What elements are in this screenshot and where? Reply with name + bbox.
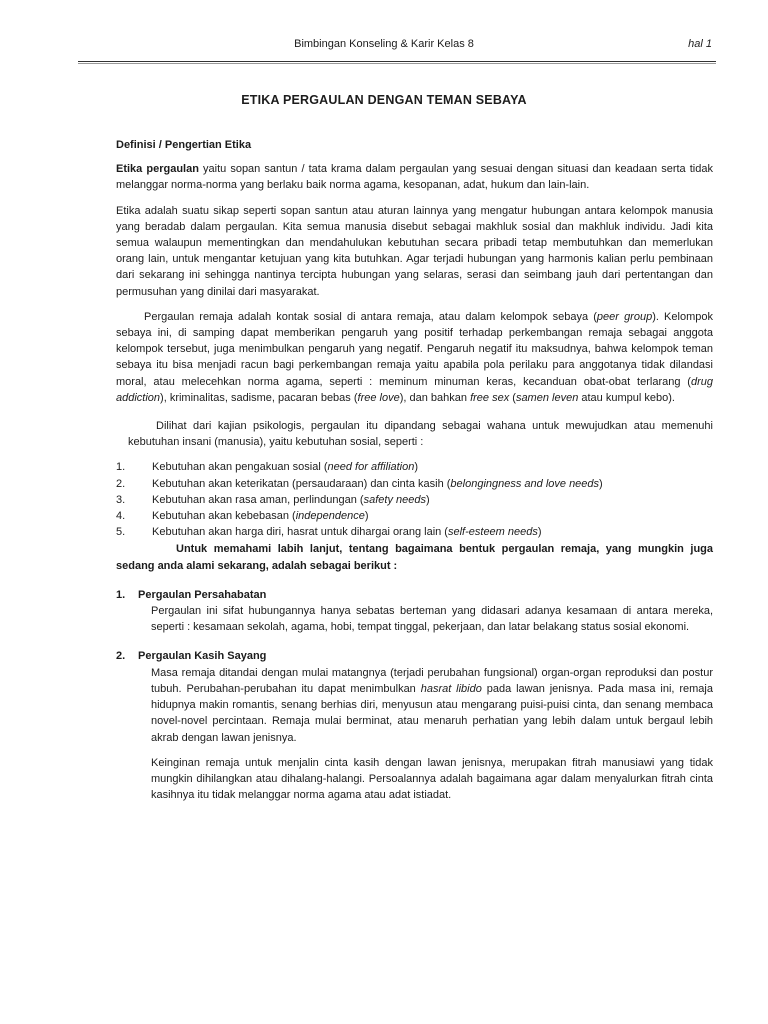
text-run: ( xyxy=(509,391,516,404)
list-term: safety needs xyxy=(363,493,426,506)
needs-intro: Dilihat dari kajian psikologis, pergaulan itu dipandang sebagai wahana untuk mewujudkan atau memenuhi kebutuhan insani (manusia), yaitu kebutuhan sosial, seperti : xyxy=(128,420,713,449)
header-title: Bimbingan Konseling & Karir Kelas 8 xyxy=(294,38,474,50)
definition-term: Etika pergaulan xyxy=(116,163,199,176)
list-item xyxy=(116,492,713,508)
text-run: atau kumpul kebo). xyxy=(578,391,675,404)
page-header xyxy=(0,37,768,53)
list-number: 2. xyxy=(116,477,126,490)
definition-heading: Definisi / Pengertian Etika xyxy=(116,139,252,151)
list-number: 1. xyxy=(116,461,126,474)
ethics-paragraph: Etika adalah suatu sikap seperti sopan santun atau aturan lainnya yang mengatur hubungan antara kelompok manusia yang beradab dalam pergaulan. Kita semua manusia disebut sebagai makhluk sosial dan makhluk individu. Jadi kita semua walaupun mementingkan dan mendahulukan kebutuhan secara pribadi tetap membutuhkan dan memerlukan orang lain, untuk mengantar ketujuan yang kita butuhkan. Agar terjadi hubungan yang harmonis kalian perlu pembinaan dari sekarang ini sehingga nantinya tercipta hubungan yang selaras, serasi dan seimbang jauh dari pertentangan dan permusuhan yang dinilai dari masyarakat. xyxy=(116,204,713,298)
section-heading-affection xyxy=(116,648,713,664)
header-divider-secondary xyxy=(78,63,716,64)
list-text: Kebutuhan akan harga diri, hasrat untuk dihargai orang lain ( xyxy=(152,526,448,539)
teen-social-paragraph xyxy=(116,309,713,406)
document-body xyxy=(116,137,713,803)
definition-paragraph-1 xyxy=(116,161,713,193)
list-text: Kebutuhan akan keterikatan (persaudaraan) dan cinta kasih ( xyxy=(152,477,451,490)
text-run: pada lawan jenisnya. Pada masa ini, remaja hidupnya makin romantis, senang berhias diri, menyusun atau mengarang puisi-puisi cinta, dan senang membaca novel-novel percintaan. Remaja mulai berminat, atau menaruh perhatian yang lebih dalam untuk bergaul lebih akrab dengan lawan jenisnya. xyxy=(151,682,713,744)
list-item xyxy=(116,459,713,475)
document-title: ETIKA PERGAULAN DENGAN TEMAN SEBAYA xyxy=(241,93,527,107)
list-number: 3. xyxy=(116,493,126,506)
forms-lead: Untuk memahami labih lanjut, tentang bagaimana bentuk pergaulan remaja, yang mungkin juga sedang anda alami sekarang, adalah sebagai berikut : xyxy=(116,543,713,572)
list-term: need for affiliation xyxy=(327,461,415,474)
section-number: 1. xyxy=(116,588,126,601)
section-number: 2. xyxy=(116,650,126,663)
list-text-end: ) xyxy=(537,526,542,539)
term-samen-leven: samen leven xyxy=(515,391,579,404)
section-title: Pergaulan Persahabatan xyxy=(138,588,267,601)
term-hasrat-libido: hasrat libido xyxy=(420,682,482,695)
section-body-affection xyxy=(151,665,713,746)
list-text: Kebutuhan akan pengakuan sosial ( xyxy=(152,461,328,474)
list-text-end: ) xyxy=(425,493,430,506)
list-text: Kebutuhan akan kebebasan ( xyxy=(152,510,296,523)
list-number: 4. xyxy=(116,510,126,523)
section-title: Pergaulan Kasih Sayang xyxy=(138,650,267,663)
list-term: belongingness and love needs xyxy=(450,477,600,490)
needs-list xyxy=(116,459,713,540)
list-item xyxy=(116,476,713,492)
definition-text: yaitu sopan santun / tata krama dalam pergaulan yang sesuai dengan situasi dan keadaan serta tidak melanggar norma-norma yang berlaku baik norma agama, kesopanan, adat, hukum dan lain-lain. xyxy=(116,163,713,192)
term-drug-addiction: drug addiction xyxy=(116,375,713,404)
section-body-friendship: Pergaulan ini sifat hubungannya hanya sebatas berteman yang didasari adanya kesamaan di antara mereka, seperti : kesamaan sekolah, agama, hobi, tempat tinggal, pekerjaan, dan latar belakang status sosial ekonomi. xyxy=(151,605,713,634)
list-item xyxy=(116,508,713,524)
text-run: ), kriminalitas, sadisme, pacaran bebas ( xyxy=(160,391,358,404)
term-free-sex: free sex xyxy=(470,391,510,404)
list-number: 5. xyxy=(116,526,126,539)
list-text-end: ) xyxy=(414,461,419,474)
section-heading-friendship xyxy=(116,587,713,603)
section-body-affection-2: Keinginan remaja untuk menjalin cinta kasih dengan lawan jenisnya, merupakan fitrah manusiawi yang tidak mungkin dihilangkan atau dihalang-halangi. Persoalannya adalah bagaimana agar dalam menyalurkan fitrah cinta kasihnya itu tidak melanggar norma agama atau adat istiadat. xyxy=(151,756,713,802)
header-divider xyxy=(78,61,716,62)
text-run: Masa remaja ditandai dengan mulai matangnya (terjadi perubahan fungsional) organ-organ reproduksi dan postur tubuh. Perubahan-perubahan itu dapat menimbulkan xyxy=(151,666,713,695)
list-term: independence xyxy=(295,510,365,523)
text-run: ), dan bahkan xyxy=(399,391,471,404)
list-text-end: ) xyxy=(599,477,603,490)
term-peer-group: peer group xyxy=(596,310,653,323)
text-run: ). Kelompok sebaya ini, di samping dapat memberikan pengaruh yang positif terhadap perkembangan remaja sebagai anggota kelompok tersebut, juga menimbulkan pengaruh yang negatif. Pengaruh negatif itu maksudnya, bahwa kelompok teman sebaya itu bisa menjadi racun bagi perkembangan remaja yaitu apabila pola perilaku para anggotanya tidak dilandasi moral, atau melecehkan norma agama, seperti : meminum minuman keras, kecanduan obat-obat terlarang ( xyxy=(116,310,713,388)
list-term: self-esteem needs xyxy=(447,526,538,539)
list-text: Kebutuhan akan rasa aman, perlindungan ( xyxy=(152,493,364,506)
list-text-end: ) xyxy=(364,510,369,523)
list-item xyxy=(116,524,713,540)
page-number: hal 1 xyxy=(688,38,712,50)
term-free-love: free love xyxy=(357,391,400,404)
text-run: Pergaulan remaja adalah kontak sosial di antara remaja, atau dalam kelompok sebaya ( xyxy=(144,310,597,323)
